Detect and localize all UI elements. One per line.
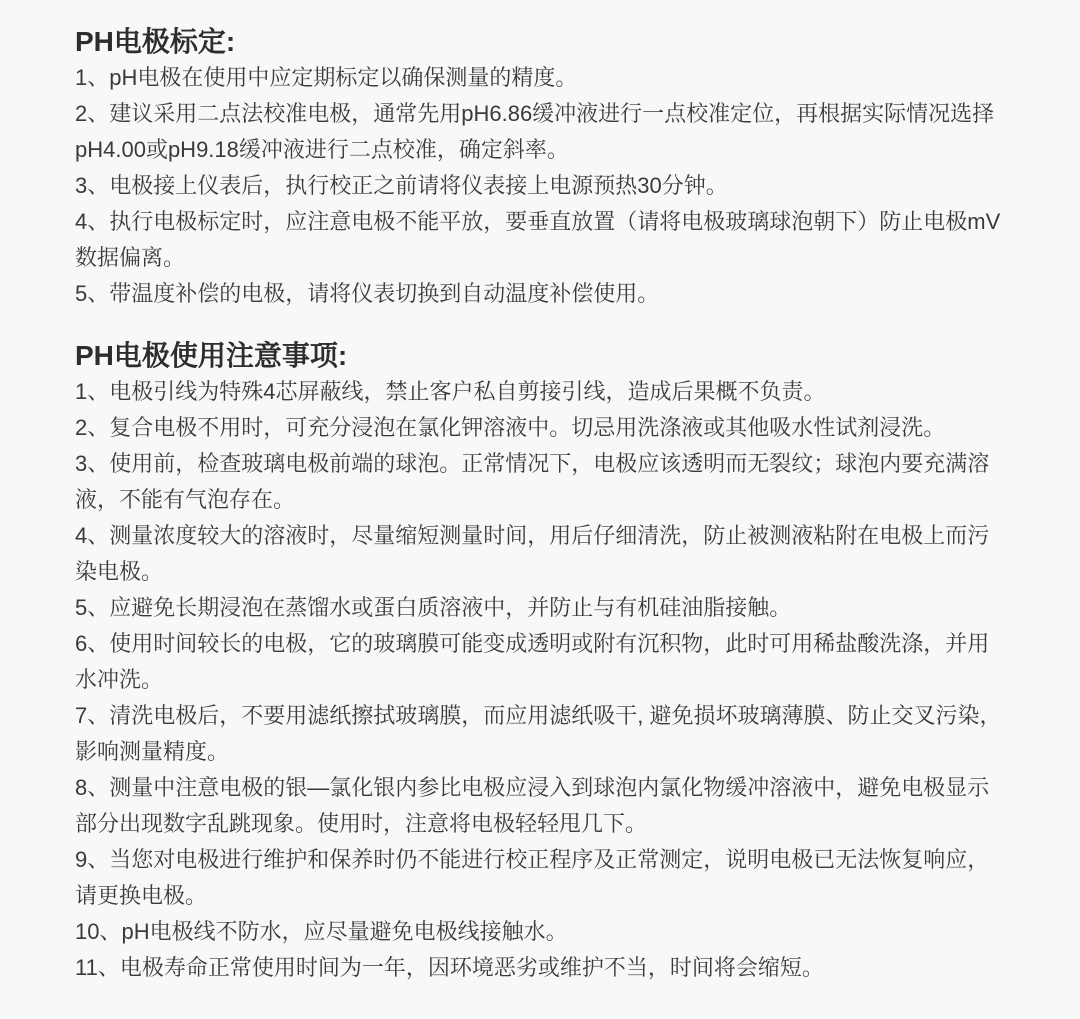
list-item: 3、使用前，检查玻璃电极前端的球泡。正常情况下，电极应该透明而无裂纹；球泡内要充满溶液，不能有气泡存在。 bbox=[75, 451, 990, 512]
list-item: 1、pH电极在使用中应定期标定以确保测量的精度。 bbox=[75, 65, 578, 90]
section-heading-calibration: PH电极标定: bbox=[75, 26, 236, 57]
section-heading-usage-notes: PH电极使用注意事项: bbox=[75, 340, 348, 371]
list-item: 2、复合电极不用时，可充分浸泡在氯化钾溶液中。切忌用洗涤液或其他吸水性试剂浸洗。 bbox=[75, 415, 946, 440]
section-ph-calibration bbox=[75, 24, 1005, 312]
list-item: 4、执行电极标定时，应注意电极不能平放，要垂直放置（请将电极玻璃球泡朝下）防止电极mV数据偏离。 bbox=[75, 209, 1001, 270]
list-item: 9、当您对电极进行维护和保养时仍不能进行校正程序及正常测定，说明电极已无法恢复响应，请更换电极。 bbox=[75, 847, 990, 908]
list-item: 1、电极引线为特殊4芯屏蔽线，禁止客户私自剪接引线，造成后果概不负责。 bbox=[75, 379, 826, 404]
list-item: 10、pH电极线不防水，应尽量避免电极线接触水。 bbox=[75, 919, 568, 944]
list-item: 4、测量浓度较大的溶液时，尽量缩短测量时间，用后仔细清洗，防止被测液粘附在电极上而污染电极。 bbox=[75, 523, 990, 584]
list-item: 7、清洗电极后，不要用滤纸擦拭玻璃膜，而应用滤纸吸干, 避免损坏玻璃薄膜、防止交叉污染，影响测量精度。 bbox=[75, 703, 1002, 764]
list-item: 2、建议采用二点法校准电极，通常先用pH6.86缓冲液进行一点校准定位，再根据实际情况选择pH4.00或pH9.18缓冲液进行二点校准，确定斜率。 bbox=[75, 101, 995, 162]
list-item: 8、测量中注意电极的银—氯化银内参比电极应浸入到球泡内氯化物缓冲溶液中，避免电极显示部分出现数字乱跳现象。使用时，注意将电极轻轻甩几下。 bbox=[75, 775, 990, 836]
list-item: 5、带温度补偿的电极，请将仪表切换到自动温度补偿使用。 bbox=[75, 281, 660, 306]
section-ph-usage-notes bbox=[75, 338, 1005, 986]
list-item: 3、电极接上仪表后，执行校正之前请将仪表接上电源预热30分钟。 bbox=[75, 173, 728, 198]
list-item: 5、应避免长期浸泡在蒸馏水或蛋白质溶液中，并防止与有机硅油脂接触。 bbox=[75, 595, 792, 620]
list-item: 6、使用时间较长的电极，它的玻璃膜可能变成透明或附有沉积物，此时可用稀盐酸洗涤，并用水冲洗。 bbox=[75, 631, 990, 692]
list-item: 11、电极寿命正常使用时间为一年，因环境恶劣或维护不当，时间将会缩短。 bbox=[75, 955, 824, 980]
